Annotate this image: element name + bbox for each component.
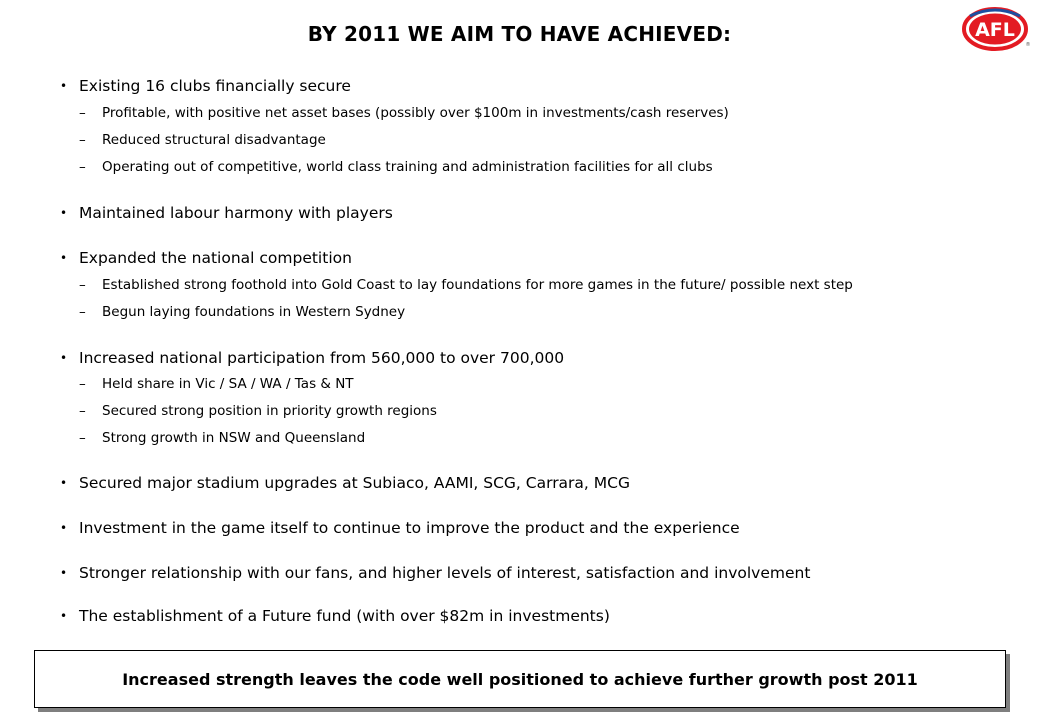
dash-icon: – <box>79 277 86 293</box>
callout-box <box>34 650 1006 708</box>
bullet-dot-icon: • <box>60 521 68 535</box>
slide-title: BY 2011 WE AIM TO HAVE ACHIEVED: <box>307 22 732 46</box>
bullet-dot-icon: • <box>60 206 68 220</box>
sub-bullet-text: Operating out of competitive, world class training and administration facilities for all clubs <box>102 159 713 175</box>
sub-bullet-text: Established strong foothold into Gold Coast to lay foundations for more games in the future/ possible next step <box>102 277 853 293</box>
sub-bullet-text: Profitable, with positive net asset bases (possibly over $100m in investments/cash reserves) <box>102 105 729 121</box>
bullet-dot-icon: • <box>60 476 68 490</box>
bullet-text: The establishment of a Future fund (with over $82m in investments) <box>79 607 610 625</box>
dash-icon: – <box>79 430 86 446</box>
dash-icon: – <box>79 132 86 148</box>
bullet-text: Increased national participation from 560,000 to over 700,000 <box>79 349 565 367</box>
bullet-dot-icon: • <box>60 566 68 580</box>
svg-text:AFL: AFL <box>975 19 1015 41</box>
callout-text: Increased strength leaves the code well positioned to achieve further growth post 2011 <box>122 669 918 689</box>
dash-icon: – <box>79 376 86 392</box>
sub-bullet-text: Reduced structural disadvantage <box>102 132 326 148</box>
sub-bullet-text: Secured strong position in priority growth regions <box>102 403 437 419</box>
svg-text:®: ® <box>1025 42 1031 48</box>
bullet-text: Expanded the national competition <box>79 249 352 267</box>
sub-bullet-text: Begun laying foundations in Western Sydney <box>102 304 406 320</box>
bullet-text: Maintained labour harmony with players <box>79 204 393 222</box>
bullet-text: Existing 16 clubs financially secure <box>79 77 351 95</box>
bullet-dot-icon: • <box>60 351 68 365</box>
bullet-dot-icon: • <box>60 609 68 623</box>
bullet-dot-icon: • <box>60 251 68 265</box>
bullet-text: Secured major stadium upgrades at Subiaco, AAMI, SCG, Carrara, MCG <box>79 474 630 492</box>
bullet-dot-icon: • <box>60 79 68 93</box>
sub-bullet-text: Strong growth in NSW and Queensland <box>102 430 366 446</box>
bullet-text: Stronger relationship with our fans, and higher levels of interest, satisfaction and involvement <box>79 564 811 582</box>
dash-icon: – <box>79 304 86 320</box>
sub-bullet-text: Held share in Vic / SA / WA / Tas & NT <box>102 376 354 392</box>
bullet-text: Investment in the game itself to continue to improve the product and the experience <box>79 519 740 537</box>
dash-icon: – <box>79 159 86 175</box>
dash-icon: – <box>79 105 86 121</box>
dash-icon: – <box>79 403 86 419</box>
